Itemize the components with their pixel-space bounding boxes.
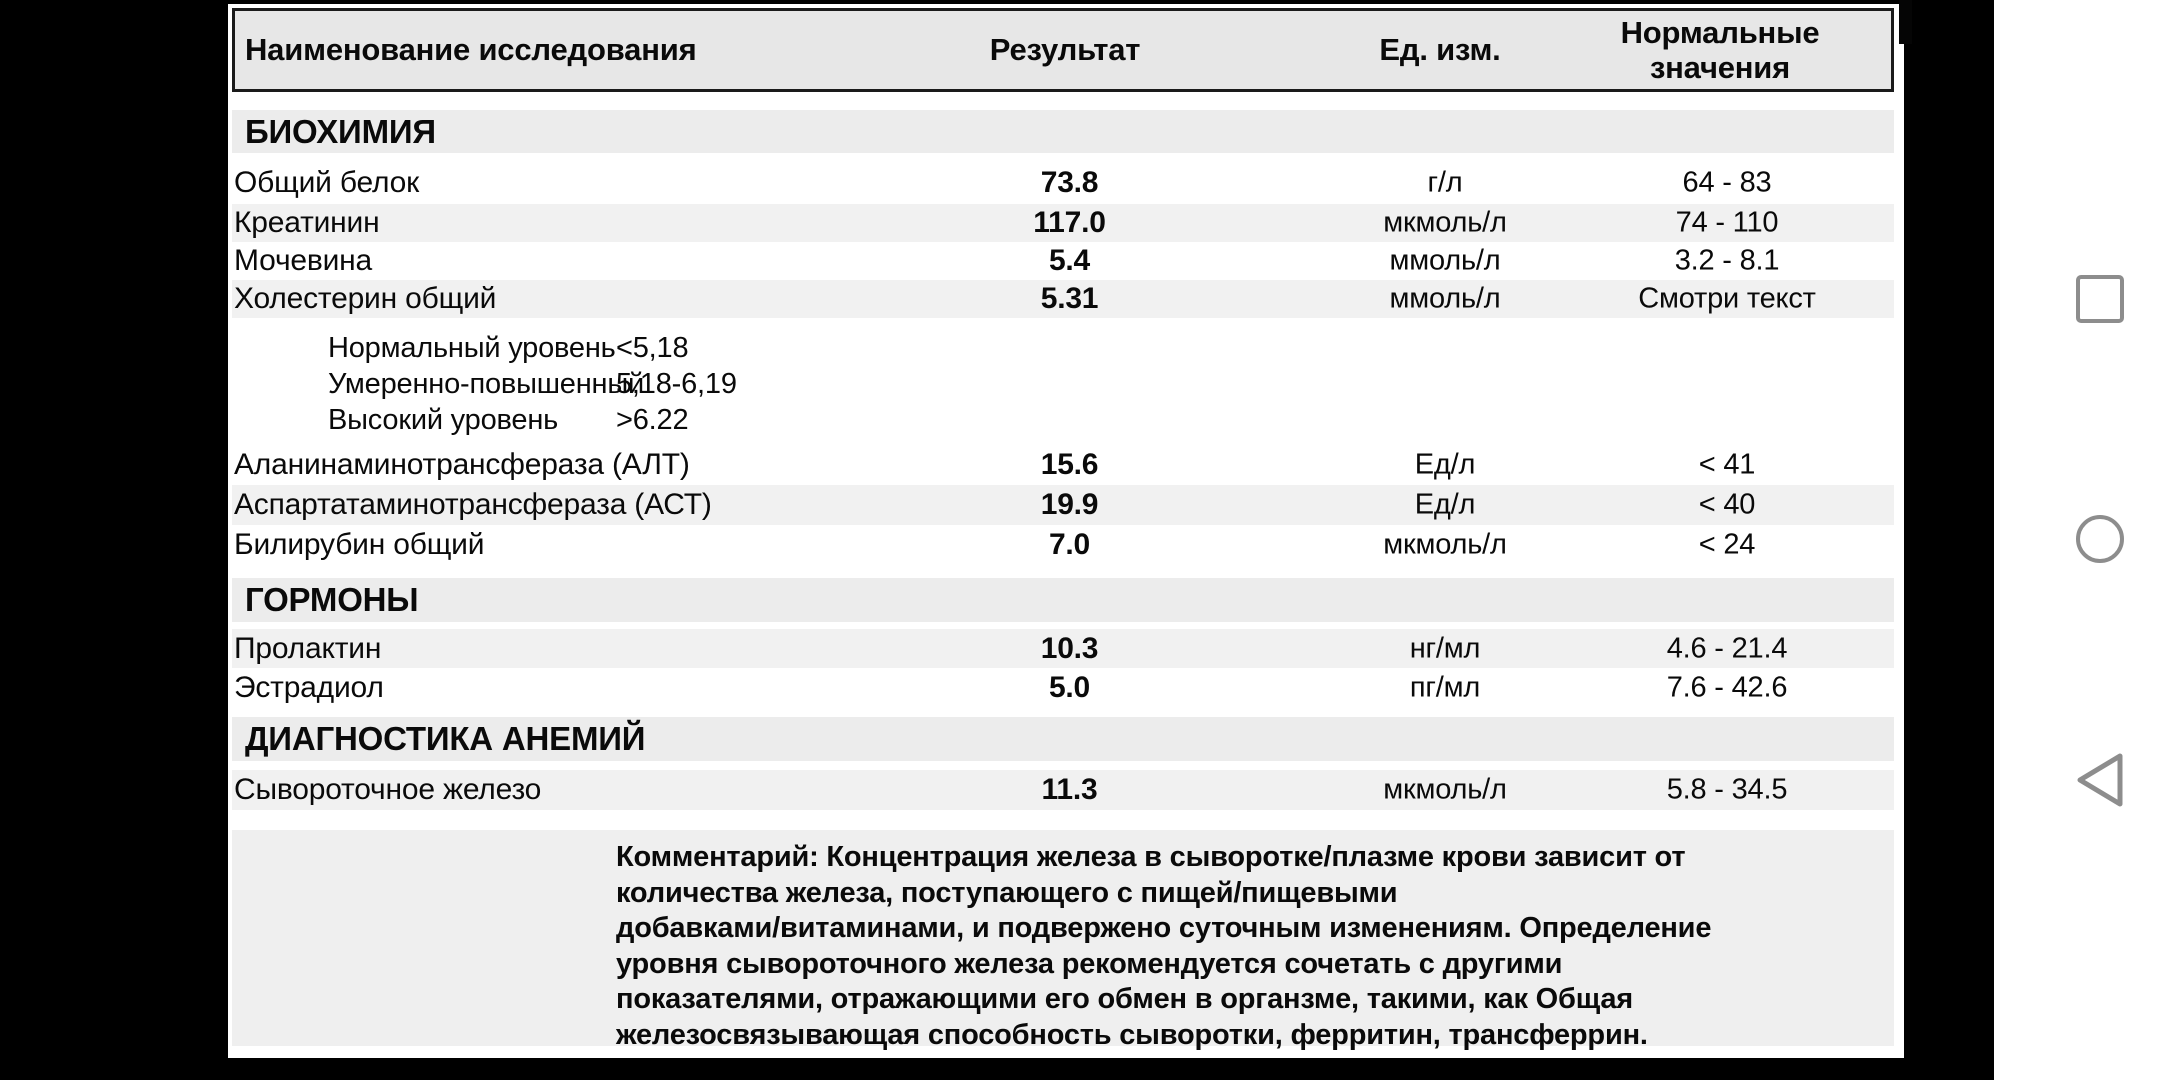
table-row-ast xyxy=(232,485,1894,525)
cell-units: Ед/л xyxy=(1414,448,1476,481)
cell-test-name: Аланинаминотрансфераза (АЛТ) xyxy=(234,448,690,481)
cell-test-name: Аспартатаминотрансфераза (АСТ) xyxy=(234,488,712,521)
cell-result: 5.0 xyxy=(1048,670,1091,704)
cell-test-name: Мочевина xyxy=(234,244,373,277)
cell-result: 19.9 xyxy=(1040,488,1099,521)
column-header-units: Ед. изм. xyxy=(1379,32,1501,67)
section-hormones xyxy=(232,578,1894,622)
cell-test-name: Сывороточное железо xyxy=(234,773,542,806)
cell-units: мкмоль/л xyxy=(1383,773,1507,806)
level-value: <5,18 xyxy=(616,331,689,364)
cell-result: 5.31 xyxy=(1040,282,1099,315)
table-row-total-protein xyxy=(232,162,1894,204)
section-biochemistry xyxy=(232,110,1894,153)
column-header-normal-values xyxy=(1550,15,1890,85)
cell-normal: 4.6 - 21.4 xyxy=(1666,632,1788,664)
cell-result: 11.3 xyxy=(1041,773,1098,806)
table-row-creatinine xyxy=(232,204,1894,242)
cell-result: 10.3 xyxy=(1040,631,1099,665)
cell-test-name: Билирубин общий xyxy=(234,528,485,561)
cell-units: мкмоль/л xyxy=(1383,528,1507,561)
table-row-alt xyxy=(232,445,1894,485)
cell-result: 73.8 xyxy=(1040,166,1099,199)
cell-normal: < 40 xyxy=(1698,488,1756,521)
back-triangle-icon[interactable] xyxy=(2072,750,2128,810)
cell-units: мкмоль/л xyxy=(1383,206,1507,239)
table-row-urea xyxy=(232,242,1894,280)
cell-test-name: Пролактин xyxy=(234,631,382,665)
comment-line: добавками/витаминами, и подвержено суточным изменениям. Определение xyxy=(616,912,1712,944)
cell-normal: 64 - 83 xyxy=(1682,166,1772,199)
cell-units: ммоль/л xyxy=(1389,244,1501,277)
table-header xyxy=(232,8,1894,92)
table-row-serum-iron xyxy=(232,770,1894,810)
level-value: >6.22 xyxy=(616,403,689,436)
home-circle-icon[interactable] xyxy=(2076,515,2124,563)
cholesterol-level-line xyxy=(232,402,1132,438)
recents-square-icon[interactable] xyxy=(2076,275,2124,323)
cell-normal: 7.6 - 42.6 xyxy=(1666,671,1788,703)
level-value: 5,18-6,19 xyxy=(616,367,737,400)
cell-result: 117.0 xyxy=(1033,206,1106,239)
cell-result: 7.0 xyxy=(1048,528,1091,561)
comment-line: железосвязывающая способность сыворотки, ферритин, трансферрин. xyxy=(616,1018,1648,1051)
cell-test-name: Эстрадиол xyxy=(234,670,384,704)
comment-line: уровня сывороточного железа рекомендуется сочетать с другими xyxy=(616,947,1563,980)
column-header-test-name: Наименование исследования xyxy=(245,32,697,67)
cell-units: ммоль/л xyxy=(1389,282,1501,315)
level-label: Умеренно-повышенный xyxy=(328,367,645,400)
cell-units: пг/мл xyxy=(1409,671,1481,703)
cell-result: 15.6 xyxy=(1040,448,1099,481)
table-row-estradiol xyxy=(232,668,1894,707)
cell-result: 5.4 xyxy=(1048,244,1091,277)
section-title: ДИАГНОСТИКА АНЕМИЙ xyxy=(245,720,646,757)
cell-normal: 3.2 - 8.1 xyxy=(1674,244,1780,277)
cell-test-name: Креатинин xyxy=(234,206,380,239)
cell-normal: < 41 xyxy=(1698,448,1756,481)
cholesterol-level-line xyxy=(232,366,1132,402)
cell-units: Ед/л xyxy=(1414,488,1476,521)
cell-units: г/л xyxy=(1427,166,1463,199)
android-navbar xyxy=(1994,0,2160,1080)
section-anemia-diagnostics xyxy=(232,717,1894,761)
cell-normal: 74 - 110 xyxy=(1675,206,1779,239)
section-title: ГОРМОНЫ xyxy=(245,581,419,618)
scrollbar-thumb[interactable] xyxy=(1899,0,1912,44)
comment-line: Комментарий: Концентрация железа в сыворотке/плазме крови зависит от xyxy=(616,841,1686,873)
cell-test-name: Холестерин общий xyxy=(234,282,497,315)
cholesterol-levels-note xyxy=(232,318,1132,445)
cell-normal: < 24 xyxy=(1698,528,1756,561)
table-row-prolactin xyxy=(232,629,1894,668)
column-header-result: Результат xyxy=(989,32,1141,67)
lab-report-document xyxy=(228,4,1904,1058)
comment-line: количества железа, поступающего с пищей/пищевыми xyxy=(616,876,1398,909)
comment-box xyxy=(232,830,1894,1051)
table-row-bilirubin xyxy=(232,525,1894,565)
cell-test-name: Общий белок xyxy=(234,166,420,199)
cell-normal: 5.8 - 34.5 xyxy=(1666,773,1788,806)
cholesterol-level-line xyxy=(232,330,1132,366)
normal-values-line1: Нормальные xyxy=(1620,15,1820,50)
table-row-cholesterol xyxy=(232,280,1894,318)
comment-line: показателями, отражающими его обмен в органзме, такими, как Общая xyxy=(616,983,1633,1015)
cell-normal: Смотри текст xyxy=(1638,282,1816,315)
normal-values-line2: значения xyxy=(1649,50,1791,85)
section-title: БИОХИМИЯ xyxy=(245,112,436,150)
cell-units: нг/мл xyxy=(1409,632,1481,664)
level-label: Нормальный уровень xyxy=(328,331,616,364)
level-label: Высокий уровень xyxy=(328,403,559,436)
